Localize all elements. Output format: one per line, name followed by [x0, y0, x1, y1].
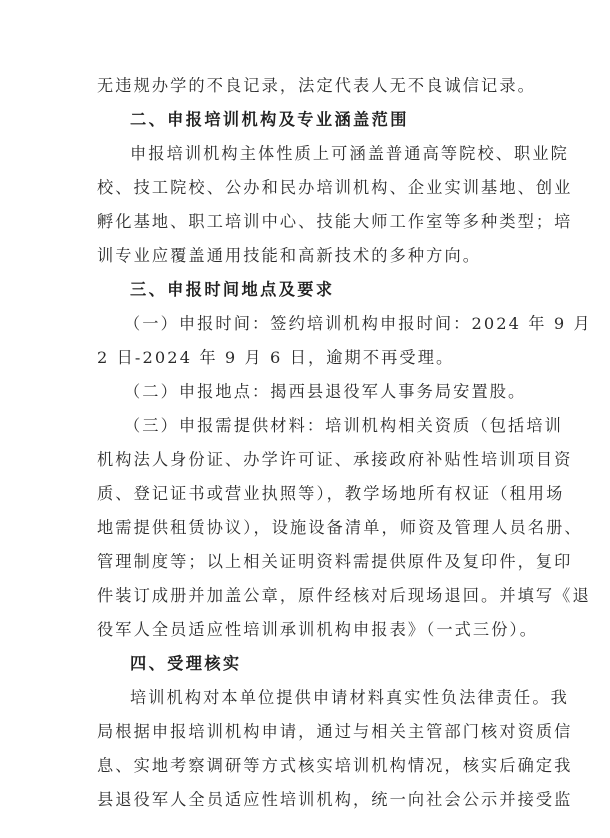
- section-heading-4: 四、受理核实: [130, 654, 242, 673]
- section-heading-3: 三、申报时间地点及要求: [130, 280, 335, 299]
- paragraph-line: 质、登记证书或营业执照等），教学场地所有权证（租用场: [97, 484, 565, 503]
- paragraph-line: 局根据申报培训机构申请，通过与相关主管部门核对资质信: [97, 722, 573, 741]
- paragraph-line: 培训机构对本单位提供申请材料真实性负法律责任。我: [130, 688, 569, 707]
- paragraph-line: （三）申报需提供材料：培训机构相关资质（包括培训: [124, 416, 563, 435]
- paragraph-line: 申报培训机构主体性质上可涵盖普通高等院校、职业院: [130, 144, 569, 163]
- paragraph-line: （二）申报地点：揭西县退役军人事务局安置股。: [124, 382, 527, 401]
- paragraph-line: 无违规办学的不良记录，法定代表人无不良诚信记录。: [97, 76, 536, 95]
- paragraph-line: 校、技工院校、公办和民办培训机构、企业实训基地、创业: [97, 178, 573, 197]
- paragraph-line: 息、实地考察调研等方式核实培训机构情况，核实后确定我: [97, 756, 573, 775]
- paragraph-line: 训专业应覆盖通用技能和高新技术的多种方向。: [97, 246, 482, 265]
- paragraph-line: 地需提供租赁协议），设施设备清单，师资及管理人员名册、: [97, 518, 583, 537]
- paragraph-line: 件装订成册并加盖公章，原件经核对后现场退回。并填写《退: [97, 586, 591, 605]
- paragraph-line: 孵化基地、职工培训中心、技能大师工作室等多种类型；培: [97, 212, 573, 231]
- paragraph-line: （一）申报时间：签约培训机构申报时间：2024 年 9 月: [124, 314, 592, 333]
- paragraph-line: 机构法人身份证、办学许可证、承接政府补贴性培训项目资: [97, 450, 573, 469]
- paragraph-line: 役军人全员适应性培训承训机构申报表》（一式三份）。: [97, 620, 538, 639]
- paragraph-line: 县退役军人全员适应性培训机构，统一向社会公示并接受监: [97, 790, 573, 809]
- paragraph-line: 管理制度等；以上相关证明资料需提供原件及复印件，复印: [97, 552, 573, 571]
- section-heading-2: 二、申报培训机构及专业涵盖范围: [130, 110, 409, 129]
- paragraph-line: 2 日-2024 年 9 月 6 日，逾期不再受理。: [97, 348, 455, 367]
